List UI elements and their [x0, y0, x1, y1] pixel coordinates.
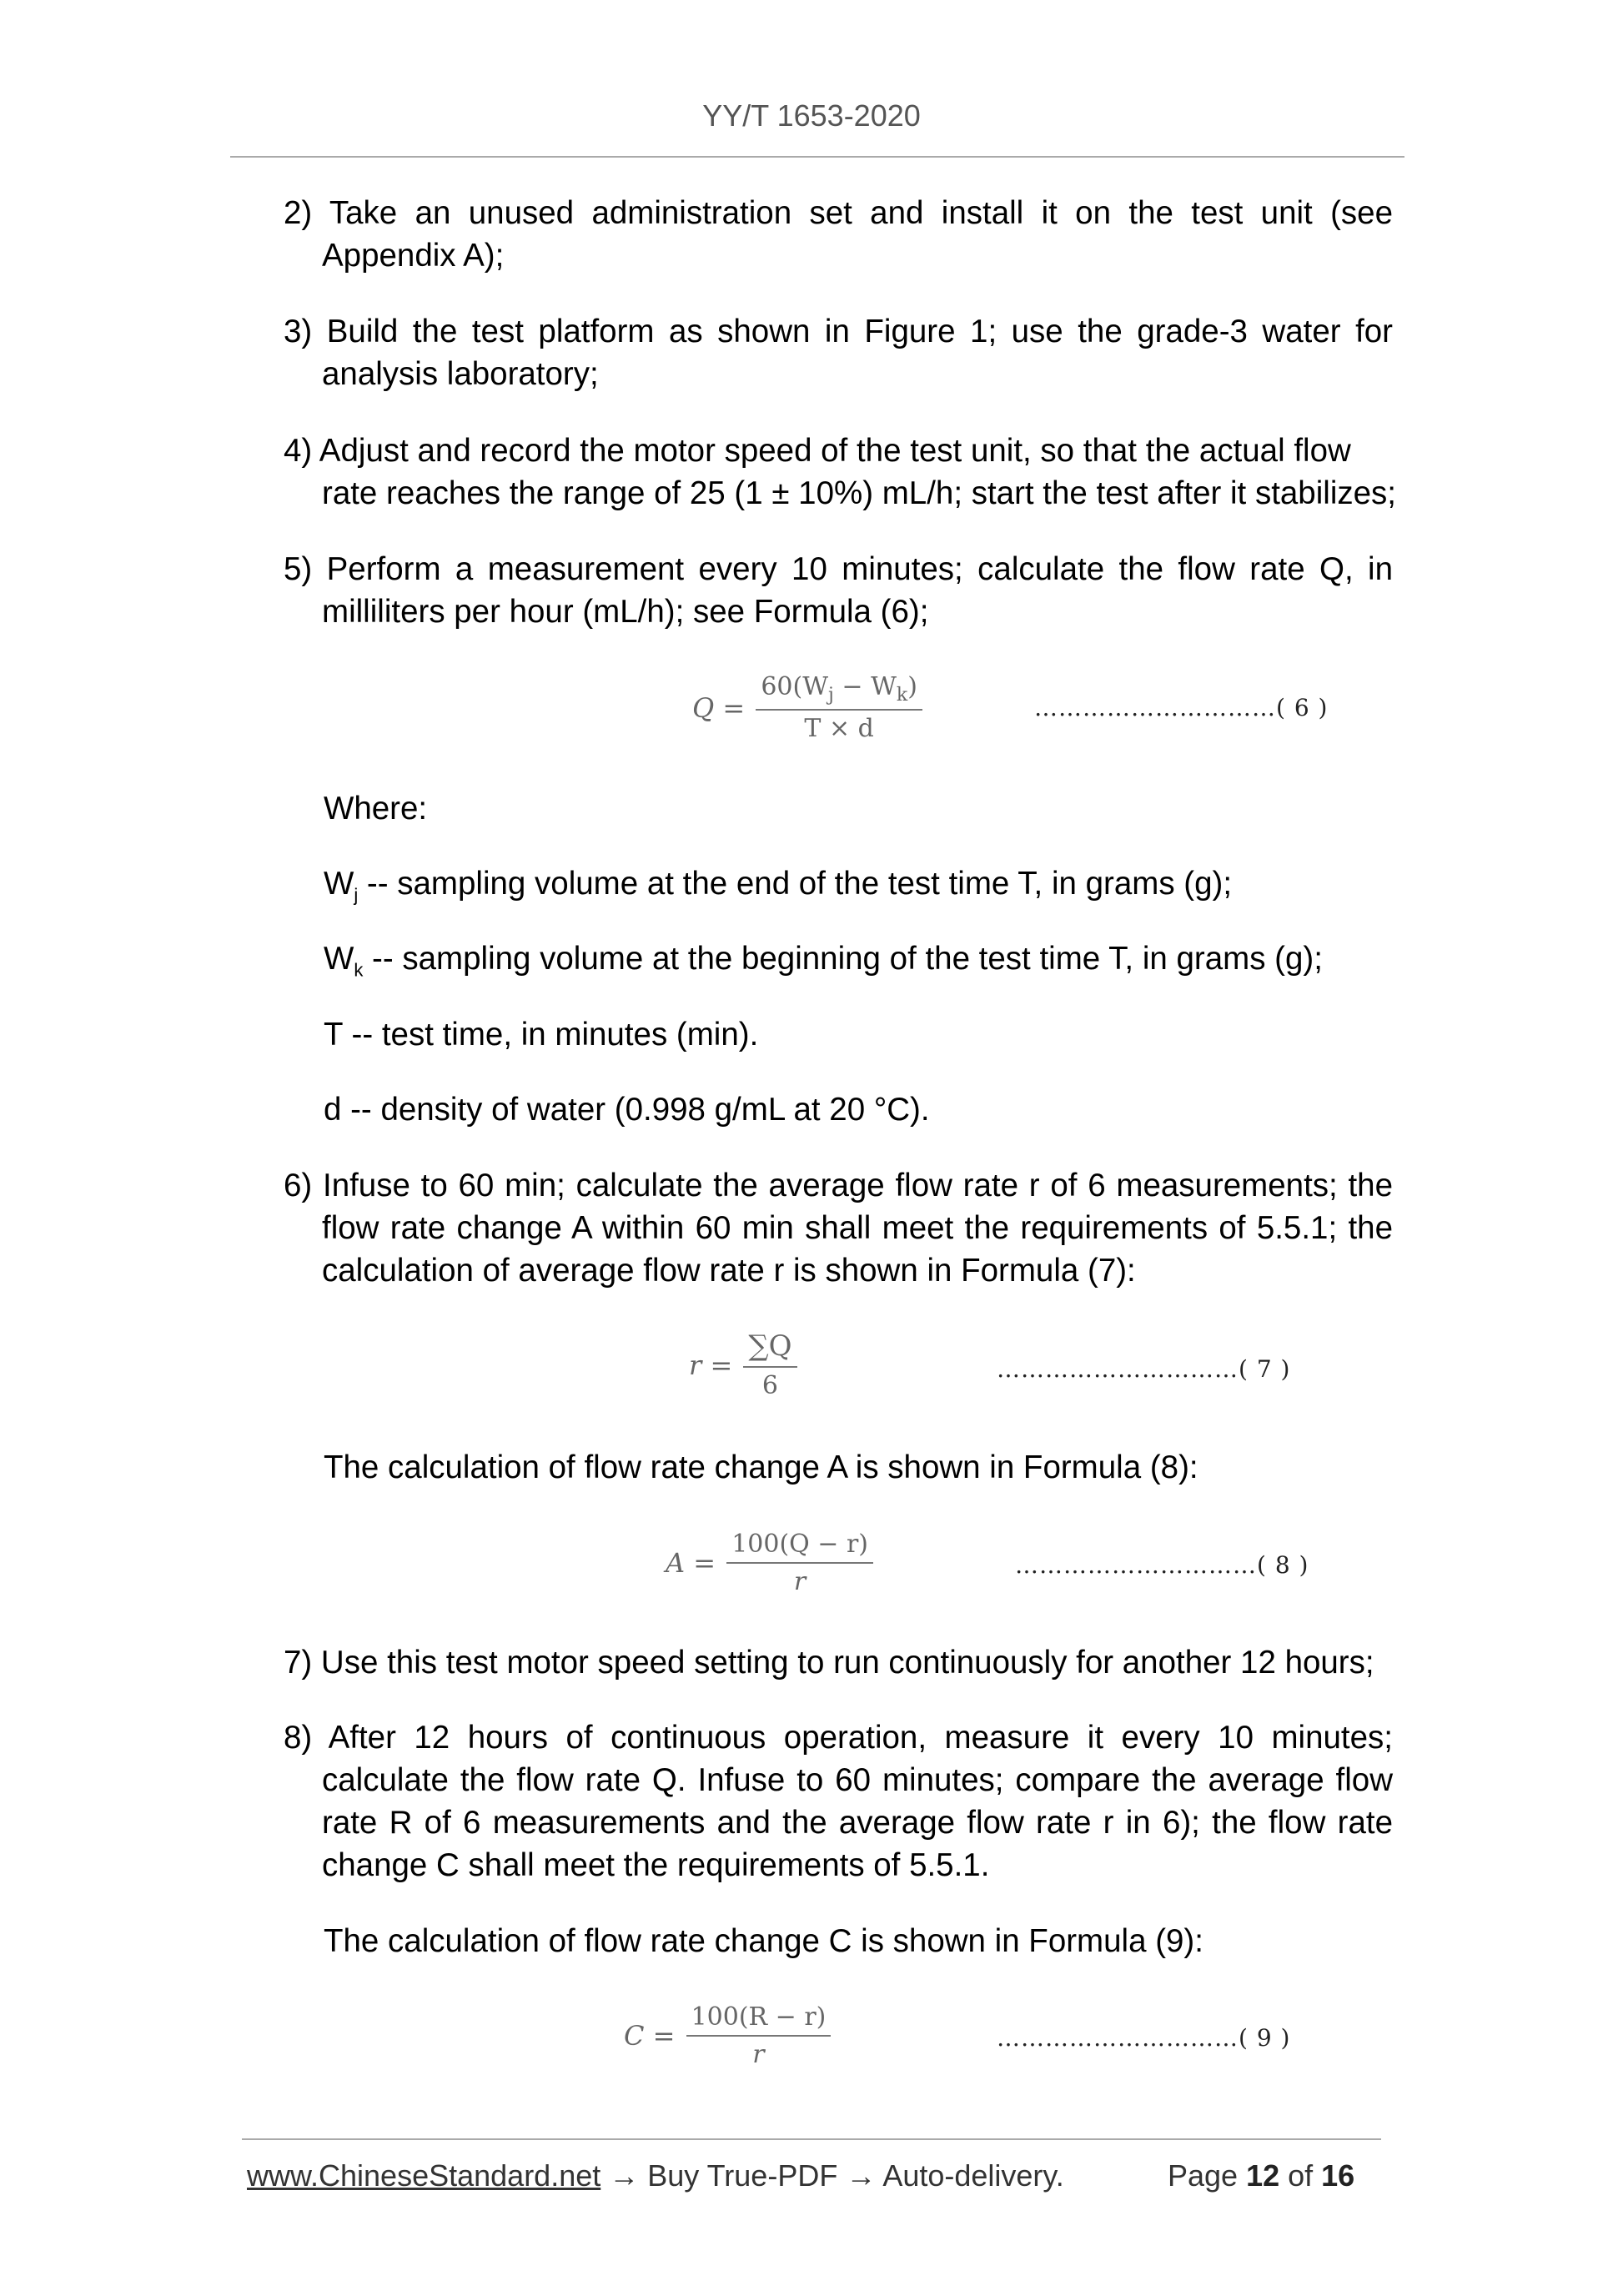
formula-6-fraction — [756, 672, 922, 743]
step-4: 4) Adjust and record the motor speed of the test unit, so that the actual flow rate reaches the range of 25 (1 ± 10%) mL/h; start the test after it stabilizes; — [284, 433, 1396, 511]
footer-divider — [242, 2138, 1381, 2140]
formula-9-denominator: r — [752, 2040, 765, 2069]
formula-6-denominator: T × d — [804, 714, 874, 743]
step-2: 2) Take an unused administration set and install it on the test unit (see Appendix A); — [284, 195, 1393, 274]
formula-9 — [624, 2002, 831, 2069]
calc-c-intro: The calculation of flow rate change C is shown in Formula (9): — [324, 1923, 1203, 1959]
formula-8-numerator: 100(Q − r) — [726, 1530, 873, 1564]
formula-7-lhs: r = — [689, 1349, 733, 1381]
footer-promo-text: → Buy True-PDF → Auto-delivery. — [600, 2158, 1064, 2193]
formula-9-lhs: C = — [624, 2020, 676, 2052]
step-3: 3) Build the test platform as shown in Figure 1; use the grade-3 water for analysis laboratory; — [284, 314, 1393, 392]
formula-7-numerator: ∑Q — [743, 1329, 796, 1368]
formula-8-fraction — [726, 1530, 873, 1596]
definition-wj: $W_j$ -- sampling volume at the end of the test time T, in grams (g); — [324, 866, 1233, 906]
formula-7 — [689, 1329, 797, 1400]
formula-8-denominator: r — [793, 1567, 806, 1596]
formula-8 — [666, 1530, 873, 1596]
header-divider — [230, 156, 1404, 158]
step-7: 7) Use this test motor speed setting to run continuously for another 12 hours; — [284, 1645, 1374, 1681]
current-page: 12 — [1246, 2158, 1280, 2193]
formula-7-fraction — [743, 1329, 796, 1400]
formula-7-denominator: 6 — [761, 1371, 778, 1400]
website-link[interactable]: www.ChineseStandard.net — [247, 2158, 601, 2193]
formula-9-fraction — [686, 2002, 832, 2069]
formula-8-number: …………………………( 8 ) — [1015, 1551, 1309, 1579]
where-label: Where: — [324, 791, 428, 826]
formula-9-number: …………………………( 9 ) — [997, 2024, 1291, 2052]
step-5: 5) Perform a measurement every 10 minutes; calculate the flow rate Q, in milliliters per hour (mL/h); see Formula (6); — [284, 551, 1393, 630]
step-6: 6) Infuse to 60 min; calculate the average flow rate r of 6 measurements; the flow rate change A within 60 min shall meet the requirements of 5.5.1; the calculation of average flow rate r is shown in Formula (7): — [284, 1168, 1393, 1289]
definition-d: d -- density of water (0.998 g/mL at 20 °C). — [324, 1092, 930, 1128]
total-pages: 16 — [1321, 2158, 1355, 2193]
page-indicator: Page 12 of 16 — [1168, 2158, 1355, 2193]
formula-8-lhs: A = — [666, 1547, 716, 1579]
document-header: YY/T 1653-2020 — [702, 98, 921, 133]
footer-promo — [247, 2158, 1064, 2193]
definition-t: T -- test time, in minutes (min). — [324, 1017, 759, 1053]
step-8: 8) After 12 hours of continuous operation, measure it every 10 minutes; calculate the flow rate Q. Infuse to 60 minutes; compare the average flow rate R of 6 measurements and the average flow rate r in 6); the flow rate change C shall meet the requirements of 5.5.1. — [284, 1720, 1393, 1883]
formula-7-number: …………………………( 7 ) — [997, 1355, 1291, 1383]
formula-6-numerator: $60(W_j - W_k)$ — [756, 672, 922, 711]
formula-6-number: …………………………( 6 ) — [1034, 694, 1329, 721]
calc-a-intro: The calculation of flow rate change A is shown in Formula (8): — [324, 1449, 1198, 1485]
formula-6 — [692, 672, 922, 743]
formula-6-lhs: Q = — [692, 691, 746, 724]
formula-9-numerator: 100(R − r) — [686, 2002, 832, 2037]
definition-wk: $W_k$ -- sampling volume at the beginning of the test time T, in grams (g); — [324, 941, 1323, 981]
